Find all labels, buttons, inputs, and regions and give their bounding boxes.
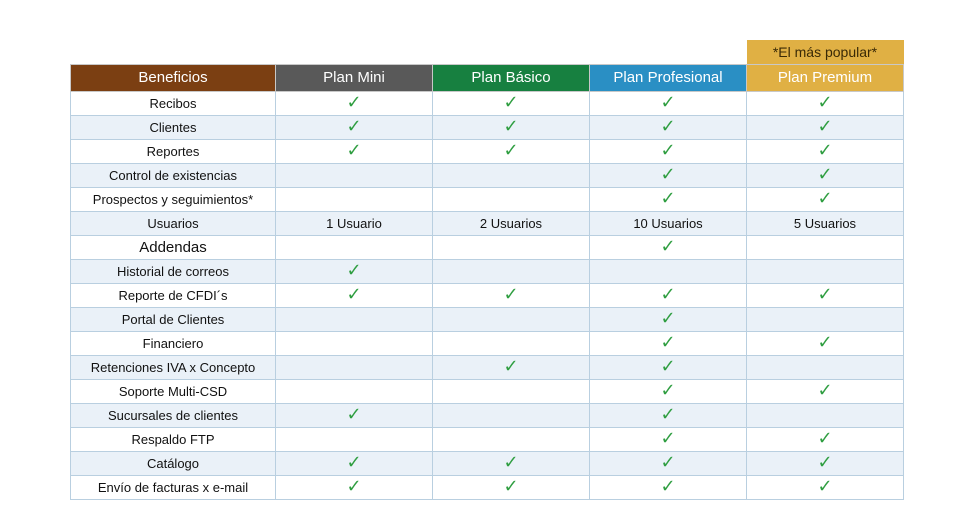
plan-cell	[433, 380, 590, 404]
benefit-label: Prospectos y seguimientos*	[71, 188, 276, 212]
check-icon: ✓	[346, 452, 362, 473]
check-icon: ✓	[660, 188, 676, 209]
header-plan-premium[interactable]: Plan Premium	[747, 65, 904, 92]
most-popular-badge: *El más popular*	[747, 40, 904, 65]
check-icon: ✓	[503, 92, 519, 113]
plan-cell	[747, 188, 904, 212]
plan-cell	[276, 404, 433, 428]
table-row	[71, 140, 904, 164]
plan-cell	[590, 236, 747, 260]
table-row	[71, 452, 904, 476]
plan-cell	[276, 188, 433, 212]
plan-cell	[276, 308, 433, 332]
check-icon: ✓	[346, 476, 362, 497]
plan-cell	[276, 140, 433, 164]
plan-cell	[433, 308, 590, 332]
plan-cell	[590, 116, 747, 140]
empty-cell	[511, 395, 512, 396]
plan-cell	[433, 476, 590, 500]
check-icon: ✓	[346, 260, 362, 281]
check-icon: ✓	[660, 428, 676, 449]
plan-cell	[747, 284, 904, 308]
plan-cell	[276, 260, 433, 284]
plan-comparison-table	[70, 40, 904, 500]
popular-spacer-0	[71, 40, 276, 65]
check-icon: ✓	[660, 284, 676, 305]
benefit-label: Retenciones IVA x Concepto	[71, 356, 276, 380]
check-icon: ✓	[660, 116, 676, 137]
empty-cell	[511, 179, 512, 180]
benefit-label: Usuarios	[71, 212, 276, 236]
table-row	[71, 308, 904, 332]
plan-cell	[276, 236, 433, 260]
table-row	[71, 380, 904, 404]
table-body	[71, 92, 904, 500]
empty-cell	[511, 443, 512, 444]
empty-cell	[825, 419, 826, 420]
check-icon: ✓	[660, 452, 676, 473]
plan-cell	[590, 476, 747, 500]
check-icon: ✓	[503, 116, 519, 137]
benefit-label: Reporte de CFDI´s	[71, 284, 276, 308]
plan-cell	[747, 212, 904, 236]
check-icon: ✓	[660, 92, 676, 113]
check-icon: ✓	[660, 356, 676, 377]
table-row	[71, 236, 904, 260]
benefit-label: Recibos	[71, 92, 276, 116]
plan-cell	[590, 380, 747, 404]
empty-cell	[511, 251, 512, 252]
plan-cell	[276, 92, 433, 116]
benefit-label: Clientes	[71, 116, 276, 140]
plan-cell	[747, 308, 904, 332]
plan-cell	[590, 164, 747, 188]
empty-cell	[511, 419, 512, 420]
popular-spacer-1	[276, 40, 433, 65]
plan-cell	[747, 476, 904, 500]
plan-cell	[747, 116, 904, 140]
plan-cell	[433, 260, 590, 284]
benefit-label: Catálogo	[71, 452, 276, 476]
check-icon: ✓	[817, 140, 833, 161]
empty-cell	[511, 203, 512, 204]
table-row	[71, 116, 904, 140]
plan-cell	[433, 284, 590, 308]
benefit-label: Control de existencias	[71, 164, 276, 188]
benefit-label: Envío de facturas x e-mail	[71, 476, 276, 500]
plan-cell	[276, 452, 433, 476]
empty-cell	[825, 251, 826, 252]
check-icon: ✓	[817, 188, 833, 209]
plan-cell	[747, 140, 904, 164]
benefit-label: Soporte Multi-CSD	[71, 380, 276, 404]
empty-cell	[511, 275, 512, 276]
benefit-label: Sucursales de clientes	[71, 404, 276, 428]
plan-cell	[590, 332, 747, 356]
check-icon: ✓	[817, 476, 833, 497]
plan-cell	[590, 188, 747, 212]
check-icon: ✓	[817, 452, 833, 473]
table-row	[71, 356, 904, 380]
empty-cell	[354, 347, 355, 348]
plan-cell	[276, 116, 433, 140]
plan-cell	[590, 212, 747, 236]
plan-cell	[433, 356, 590, 380]
plan-cell	[433, 428, 590, 452]
plan-cell	[433, 332, 590, 356]
table-row	[71, 212, 904, 236]
plan-cell	[433, 404, 590, 428]
plan-cell	[433, 212, 590, 236]
plan-cell	[433, 92, 590, 116]
plan-cell	[747, 332, 904, 356]
check-icon: ✓	[660, 164, 676, 185]
check-icon: ✓	[503, 140, 519, 161]
benefit-label: Financiero	[71, 332, 276, 356]
plan-cell	[433, 452, 590, 476]
check-icon: ✓	[346, 92, 362, 113]
empty-cell	[825, 275, 826, 276]
plan-cell	[590, 452, 747, 476]
check-icon: ✓	[660, 308, 676, 329]
plan-cell	[276, 380, 433, 404]
check-icon: ✓	[817, 380, 833, 401]
plan-cell	[747, 428, 904, 452]
plan-cell	[590, 428, 747, 452]
empty-cell	[354, 251, 355, 252]
empty-cell	[354, 179, 355, 180]
plan-cell	[590, 92, 747, 116]
plan-cell	[433, 188, 590, 212]
plan-cell	[276, 332, 433, 356]
plan-cell	[747, 380, 904, 404]
table-row	[71, 164, 904, 188]
empty-cell	[354, 371, 355, 372]
check-icon: ✓	[503, 284, 519, 305]
empty-cell	[354, 443, 355, 444]
check-icon: ✓	[817, 92, 833, 113]
table-row	[71, 92, 904, 116]
table-row	[71, 428, 904, 452]
check-icon: ✓	[660, 404, 676, 425]
check-icon: ✓	[346, 116, 362, 137]
check-icon: ✓	[817, 332, 833, 353]
table-head	[71, 40, 904, 92]
header-plan-profesional[interactable]: Plan Profesional	[590, 65, 747, 92]
check-icon: ✓	[660, 140, 676, 161]
check-icon: ✓	[660, 476, 676, 497]
plan-cell	[747, 164, 904, 188]
check-icon: ✓	[346, 284, 362, 305]
plan-cell	[590, 356, 747, 380]
header-benefits: Beneficios	[71, 65, 276, 92]
plan-header-row	[71, 65, 904, 92]
table-row	[71, 188, 904, 212]
plan-cell	[747, 452, 904, 476]
check-icon: ✓	[817, 164, 833, 185]
plan-cell	[433, 164, 590, 188]
popular-spacer-3	[590, 40, 747, 65]
empty-cell	[511, 347, 512, 348]
plan-cell	[590, 140, 747, 164]
empty-cell	[511, 323, 512, 324]
cell-value: 1 Usuario	[326, 216, 382, 231]
plan-cell	[747, 260, 904, 284]
cell-value: 10 Usuarios	[633, 216, 703, 231]
header-plan-basico[interactable]: Plan Básico	[433, 65, 590, 92]
empty-cell	[825, 323, 826, 324]
plan-cell	[590, 404, 747, 428]
header-plan-mini[interactable]: Plan Mini	[276, 65, 433, 92]
cell-value: 2 Usuarios	[479, 216, 543, 231]
empty-cell	[668, 275, 669, 276]
table-row	[71, 284, 904, 308]
check-icon: ✓	[503, 452, 519, 473]
plan-cell	[747, 92, 904, 116]
check-icon: ✓	[660, 380, 676, 401]
check-icon: ✓	[346, 140, 362, 161]
benefit-label: Historial de correos	[71, 260, 276, 284]
plan-cell	[276, 476, 433, 500]
plan-cell	[747, 236, 904, 260]
table-row	[71, 476, 904, 500]
check-icon: ✓	[660, 236, 676, 257]
benefit-label: Reportes	[71, 140, 276, 164]
plan-cell	[590, 260, 747, 284]
plan-cell	[276, 284, 433, 308]
plan-cell	[433, 140, 590, 164]
empty-cell	[354, 395, 355, 396]
check-icon: ✓	[660, 332, 676, 353]
check-icon: ✓	[503, 476, 519, 497]
plan-cell	[747, 404, 904, 428]
check-icon: ✓	[346, 404, 362, 425]
plan-cell	[433, 116, 590, 140]
empty-cell	[354, 203, 355, 204]
table-row	[71, 404, 904, 428]
plan-cell	[276, 356, 433, 380]
plan-cell	[747, 356, 904, 380]
plan-cell	[276, 212, 433, 236]
check-icon: ✓	[817, 428, 833, 449]
plan-cell	[590, 284, 747, 308]
table-row	[71, 260, 904, 284]
benefit-label: Respaldo FTP	[71, 428, 276, 452]
popular-banner-row	[71, 40, 904, 65]
check-icon: ✓	[817, 116, 833, 137]
benefit-label: Addendas	[71, 236, 276, 260]
plan-cell	[276, 164, 433, 188]
check-icon: ✓	[817, 284, 833, 305]
cell-value: 5 Usuarios	[793, 216, 857, 231]
plan-cell	[590, 308, 747, 332]
popular-spacer-2	[433, 40, 590, 65]
table-row	[71, 332, 904, 356]
plan-cell	[276, 428, 433, 452]
empty-cell	[825, 371, 826, 372]
benefit-label: Portal de Clientes	[71, 308, 276, 332]
empty-cell	[354, 323, 355, 324]
check-icon: ✓	[503, 356, 519, 377]
plan-cell	[433, 236, 590, 260]
